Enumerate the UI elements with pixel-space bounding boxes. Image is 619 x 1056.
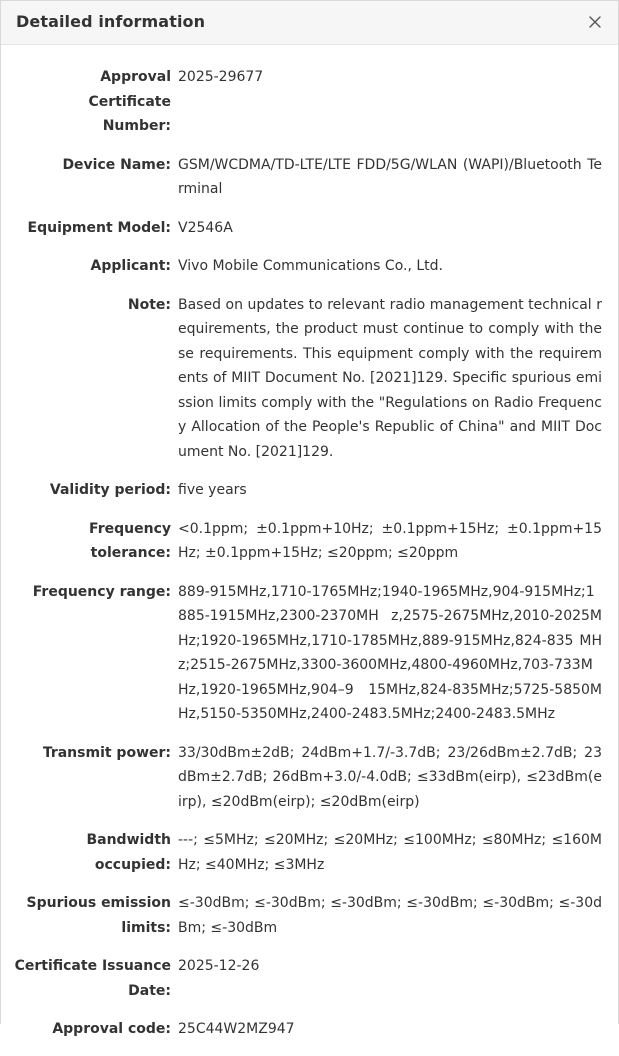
row-frequency-tolerance [1,517,618,566]
dialog-title: Detailed information [16,12,206,31]
label-frequency-range: Frequency range: [32,583,171,600]
row-note [1,293,618,465]
row-approval-code [1,1017,618,1042]
close-icon [589,16,601,28]
value-bandwidth-occupied: ---; ≤5MHz; ≤20MHz; ≤20MHz; ≤100MHz; ≤80MHz; ≤160MHz; ≤40MHz; ≤3MHz [178,832,602,873]
label-note: Note: [127,296,171,313]
details-list [1,65,618,1056]
label-equipment-model: Equipment Model: [27,219,171,236]
close-button[interactable] [582,9,608,35]
value-spurious-emission-limits: ≤-30dBm; ≤-30dBm; ≤-30dBm; ≤-30dBm; ≤-30dBm; ≤-30dBm; ≤-30dBm [178,895,602,936]
row-spurious-emission-limits [1,891,618,940]
value-approval-code: 25C44W2MZ947 [178,1021,295,1037]
value-frequency-tolerance: <0.1ppm; ±0.1ppm+10Hz; ±0.1ppm+15Hz; ±0.1ppm+15Hz; ±0.1ppm+15Hz; ≤20ppm; ≤20ppm [178,520,602,561]
value-note: Based on updates to relevant radio management technical requirements, the product must continue to comply with these requirements. This equipment comply with the requirements of MIIT Document No. [2021]129. Specific spurious emission limits comply with the "Regulations on Radio Frequency Allocation of the People's Republic of China" and MIIT Document No. [2021]129. [178,296,602,460]
value-equipment-model: V2546A [178,219,233,236]
row-frequency-range [1,580,618,727]
label-validity-period: Validity period: [49,482,171,498]
row-applicant [1,254,618,279]
label-bandwidth-occupied: Bandwidth occupied: [86,832,171,873]
value-frequency-range: 889-915MHz,1710-1765MHz;1940-1965MHz,904-915MHz;1885-1915MHz,2300-2370MH z,2575-2675MHz,2010-2025MHz;1920-1965MHz,1710-1785MHz,889-915MHz,824-835 MHz;2515-2675MHz,3300-3600MHz,4800-4960MHz,703-733MHz,1920-1965MHz,904–9 15MHz,824-835MHz;5725-5850MHz,5150-5350MHz,2400-2483.5MHz;2400-2483.5MHz [178,583,602,722]
row-certificate-issuance-date [1,954,618,1003]
label-device-name: Device Name: [62,156,171,173]
value-validity-period: five years [178,482,247,498]
value-certificate-issuance-date: 2025-12-26 [178,958,260,974]
row-bandwidth-occupied [1,828,618,877]
row-equipment-model [1,216,618,241]
row-approval-certificate-number [1,65,618,139]
label-approval-certificate-number: Approval Certificate Number: [88,69,171,134]
row-device-name [1,153,618,202]
value-device-name: GSM/WCDMA/TD-LTE/LTE FDD/5G/WLAN (WAPI)/Bluetooth Terminal [178,156,602,197]
value-applicant: Vivo Mobile Communications Co., Ltd. [178,258,443,274]
row-transmit-power [1,741,618,815]
label-spurious-emission-limits: Spurious emission limits: [26,895,171,936]
label-approval-code: Approval code: [52,1021,171,1037]
value-approval-certificate-number: 2025-29677 [178,69,264,85]
label-transmit-power: Transmit power: [42,744,171,761]
row-validity-period [1,478,618,503]
label-applicant: Applicant: [90,258,171,274]
label-certificate-issuance-date: Certificate Issuance Date: [14,958,171,999]
value-transmit-power: 33/30dBm±2dB; 24dBm+1.7/-3.7dB; 23/26dBm±2.7dB; 23dBm±2.7dB; 26dBm+3.0/-4.0dB; ≤33dBm(eirp), ≤23dBm(eirp), ≤20dBm(eirp); ≤20dBm(eirp) [178,744,602,810]
dialog-header [1,1,618,45]
label-frequency-tolerance: Frequency tolerance: [89,520,171,561]
